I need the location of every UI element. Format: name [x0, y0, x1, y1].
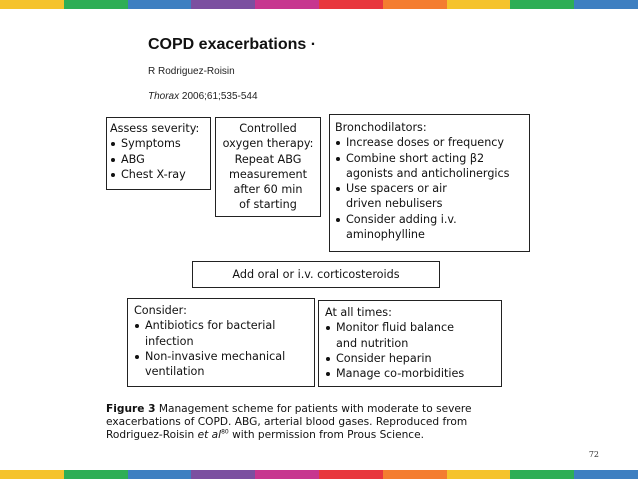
list-item: Symptoms	[110, 136, 207, 151]
stripe-segment	[574, 0, 638, 9]
oxygen-line: Controlled	[239, 122, 297, 135]
bronchodilators-box	[329, 114, 530, 252]
caption-text-end: with permission from Prous Science.	[228, 429, 425, 441]
at-all-times-heading: At all times:	[325, 306, 392, 319]
stripe-segment	[64, 0, 128, 9]
bronchodilators-heading: Bronchodilators:	[335, 121, 427, 134]
stripe-segment	[319, 470, 383, 479]
list-item: Manage co-morbidities	[325, 366, 495, 381]
bronchodilators-list	[335, 135, 524, 242]
stripe-segment	[255, 0, 319, 9]
citation-line	[148, 91, 258, 102]
list-item: Antibiotics for bacterial infection	[134, 318, 308, 349]
citation-journal: Thorax	[148, 91, 180, 102]
stripe-segment	[574, 470, 638, 479]
stripe-segment	[510, 470, 574, 479]
stripe-segment	[255, 470, 319, 479]
stripe-segment	[64, 470, 128, 479]
list-item: Use spacers or air driven nebulisers	[335, 181, 524, 212]
oxygen-line: oxygen therapy:	[222, 137, 314, 151]
stripe-segment	[319, 0, 383, 9]
stripe-segment	[191, 470, 255, 479]
stripe-segment	[383, 0, 447, 9]
stripe-segment	[191, 0, 255, 9]
figure-label: Figure 3	[106, 403, 156, 415]
top-color-stripe	[0, 0, 638, 9]
list-item: Chest X-ray	[110, 167, 207, 182]
oxygen-line: Repeat ABG	[234, 152, 302, 166]
caption-reference: 80	[221, 428, 229, 436]
stripe-segment	[0, 470, 64, 479]
list-item: Combine short acting β2 agonists and anticholinergics	[335, 151, 524, 182]
list-item: Increase doses or frequency	[335, 135, 524, 150]
list-item: Consider adding i.v. aminophylline	[335, 212, 524, 243]
bottom-color-stripe	[0, 470, 638, 479]
stripe-segment	[128, 470, 192, 479]
consider-list	[134, 318, 308, 379]
list-item: Non-invasive mechanical ventilation	[134, 349, 308, 380]
stripe-segment	[447, 470, 511, 479]
stripe-segment	[0, 0, 64, 9]
caption-text: Management scheme for patients with moderate to severe exacerbations of COPD. ABG, arterial blood gases. Reproduced from Rodriguez-Roisin	[106, 403, 472, 441]
stripe-segment	[447, 0, 511, 9]
consider-box	[127, 298, 315, 387]
corticosteroids-box	[192, 261, 440, 288]
list-item: Consider heparin	[325, 351, 495, 366]
stripe-segment	[383, 470, 447, 479]
assess-severity-heading: Assess severity:	[110, 122, 200, 135]
at-all-times-list	[325, 320, 495, 381]
citation-details: 2006;61;535-544	[179, 91, 258, 102]
oxygen-line: measurement	[228, 167, 308, 181]
slide-title: COPD exacerbations ·	[148, 36, 317, 53]
assess-severity-box	[106, 117, 211, 190]
oxygen-line: after 60 min	[233, 183, 303, 197]
figure-caption	[106, 403, 526, 442]
at-all-times-box	[318, 300, 502, 387]
oxygen-line: of starting	[239, 198, 297, 212]
page-number: 72	[588, 450, 599, 459]
stripe-segment	[128, 0, 192, 9]
author-line: R Rodriguez-Roisin	[148, 66, 235, 77]
list-item: Monitor fluid balance and nutrition	[325, 320, 495, 351]
list-item: ABG	[110, 152, 207, 167]
corticosteroids-text: Add oral or i.v. corticosteroids	[232, 268, 400, 281]
stripe-segment	[510, 0, 574, 9]
consider-heading: Consider:	[134, 304, 187, 317]
assess-severity-list	[110, 136, 207, 182]
caption-et-al: et al	[197, 429, 222, 441]
oxygen-therapy-box	[215, 117, 321, 217]
